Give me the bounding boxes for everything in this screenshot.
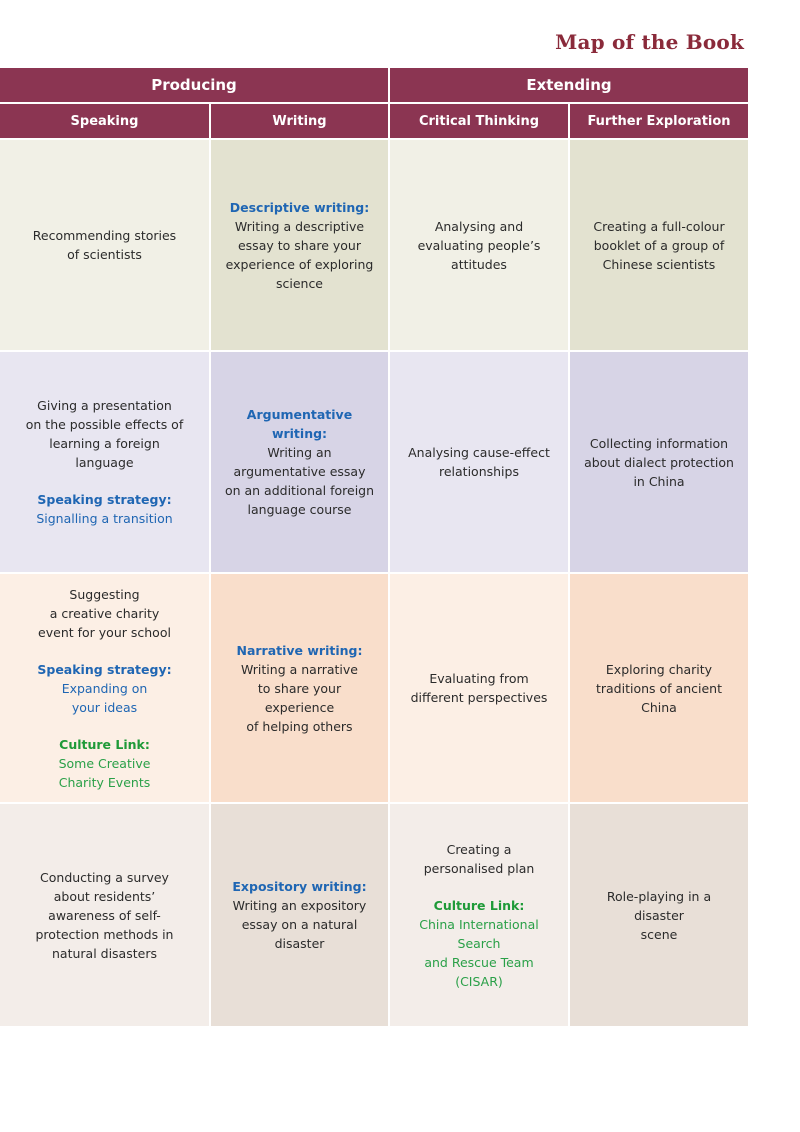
row4-further-cell: [570, 804, 748, 1026]
row2-speaking-cell: [0, 352, 209, 572]
column-header-writing: Writing: [211, 104, 388, 138]
row3-writing-cell: [211, 574, 388, 802]
row4-critical-cell: [390, 804, 568, 1026]
row3-critical-text: Evaluating from different perspectives: [410, 671, 548, 705]
row3-further-cell: [570, 574, 748, 802]
row4-writing-text: Writing an expository essay on a natural disaster: [232, 898, 367, 951]
column-header-critical-thinking: Critical Thinking: [390, 104, 568, 138]
row2-strategy-text: Signalling a transition: [36, 511, 173, 526]
row4-culture-heading: Culture Link:: [433, 897, 525, 913]
group-header-producing: Producing: [0, 68, 388, 102]
row4-further-text: Role-playing in a disaster scene: [606, 888, 712, 942]
row4-writing-heading: Expository writing:: [232, 879, 367, 894]
row1-critical-cell: [390, 140, 568, 350]
row4-speaking-text: Conducting a survey about residents’ awareness of self- protection methods in natural disasters: [35, 869, 174, 961]
row4-critical-text: Creating a personalised plan: [423, 841, 535, 876]
row2-writing-heading: Argumentative writing:: [246, 407, 353, 441]
row2-further-cell: [570, 352, 748, 572]
column-header-speaking: Speaking: [0, 104, 209, 138]
row2-further-text: Collecting information about dialect protection in China: [584, 435, 734, 489]
row3-further-text: Exploring charity traditions of ancient China: [595, 661, 722, 715]
group-header-extending: Extending: [390, 68, 748, 102]
row1-further-text: Creating a full-colour booklet of a group of Chinese scientists: [593, 218, 725, 272]
row4-writing-cell: [211, 804, 388, 1026]
row4-speaking-cell: [0, 804, 209, 1026]
row2-critical-text: Analysing cause-effect relationships: [408, 445, 550, 479]
row3-writing-text: Writing a narrative to share your experience of helping others: [240, 661, 358, 734]
row1-critical-text: Analysing and evaluating people’s attitudes: [417, 218, 541, 272]
book-map-table: [0, 68, 742, 1026]
row1-further-cell: [570, 140, 748, 350]
row3-culture-heading: Culture Link:: [59, 736, 150, 752]
row1-speaking-cell: [0, 140, 209, 350]
row2-strategy-heading: Speaking strategy:: [37, 492, 172, 507]
row3-writing-heading: Narrative writing:: [236, 642, 363, 658]
row3-speaking-text: Suggesting a creative charity event for your school: [38, 586, 171, 640]
row3-culture-text: Some Creative Charity Events: [58, 755, 151, 790]
row3-strategy-heading: Speaking strategy:: [37, 661, 172, 677]
row1-writing-heading: Descriptive writing:: [229, 199, 370, 215]
row2-writing-text: Writing an argumentative essay on an additional foreign language course: [224, 445, 375, 517]
row1-writing-text: Writing a descriptive essay to share your experience of exploring science: [225, 218, 374, 291]
row2-speaking-text: Giving a presentation on the possible effects of learning a foreign language: [25, 398, 184, 470]
column-header-further-exploration: Further Exploration: [570, 104, 748, 138]
row2-writing-cell: [211, 352, 388, 572]
row1-writing-cell: [211, 140, 388, 350]
row3-strategy-text: Expanding on your ideas: [61, 680, 148, 715]
row2-critical-cell: [390, 352, 568, 572]
row1-speaking-text: Recommending stories of scientists: [32, 228, 177, 262]
row3-speaking-cell: [0, 574, 209, 802]
row4-culture-text: China International Search and Rescue Team (CISAR): [419, 916, 539, 989]
row3-critical-cell: [390, 574, 568, 802]
page-title: Map of the Book: [555, 30, 744, 54]
